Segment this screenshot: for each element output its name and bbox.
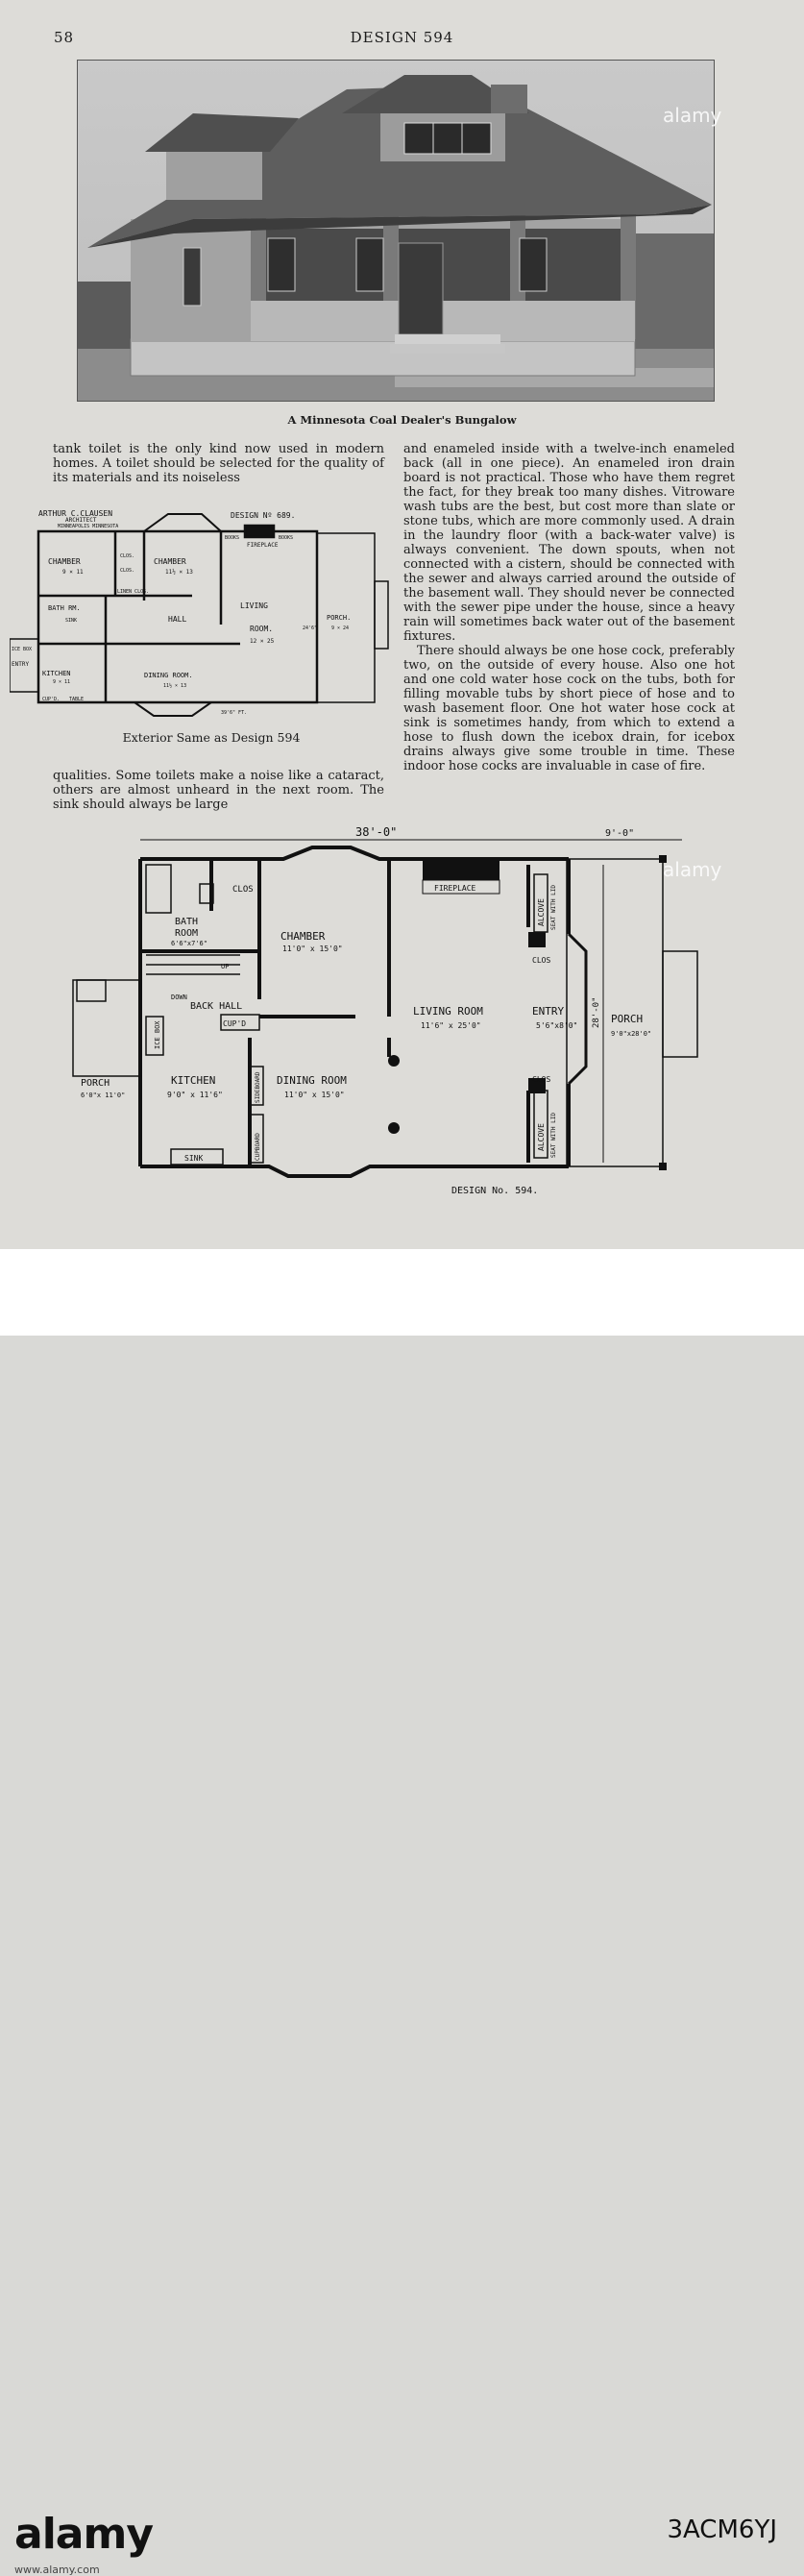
- small-chamber-2-size: 11½ × 13: [165, 569, 193, 576]
- back-hall-label: BACK HALL: [190, 1001, 243, 1012]
- chamber-label: CHAMBER: [280, 930, 326, 943]
- sink-label: SINK: [184, 1154, 204, 1163]
- small-chamber-1-size: 9 × 11: [62, 569, 84, 576]
- porch-left-label: PORCH: [81, 1078, 110, 1089]
- architect-title: ARCHITECT: [65, 517, 97, 524]
- small-floor-plan: [10, 504, 394, 721]
- architect-city: MINNEAPOLIS MINNESOTA: [58, 524, 119, 529]
- footer-url: www.alamy.com: [14, 2564, 100, 2576]
- kitchen-label: KITCHEN: [171, 1074, 216, 1087]
- alamy-logo: alamy: [14, 2510, 153, 2559]
- porch-width-dimension: 9'-0": [605, 828, 635, 839]
- small-side-dimension: 24'6": [303, 626, 318, 631]
- icebox-label: ICE BOX: [154, 1020, 161, 1049]
- architect-name: ARTHUR C.CLAUSEN: [38, 509, 113, 518]
- small-porch: PORCH.: [327, 614, 352, 622]
- chamber-size: 11'0" x 15'0": [282, 945, 343, 953]
- porch-right-size: 9'0"x28'0": [611, 1030, 652, 1038]
- bungalow-illustration: [78, 61, 714, 401]
- clos-right-2: CLOS: [532, 1075, 551, 1084]
- porch-left-size: 6'0"x 11'0": [81, 1092, 126, 1099]
- sideboard-label: SIDEBOARD: [255, 1071, 261, 1103]
- small-fireplace: FIREPLACE: [247, 542, 279, 549]
- living-room-size: 11'6" x 25'0": [421, 1021, 481, 1030]
- page-number: 58: [54, 29, 75, 46]
- small-living-size: 12 × 25: [250, 638, 275, 645]
- image-id: 3ACM6YJ: [667, 2515, 777, 2544]
- small-width: 39'6" FT.: [221, 710, 248, 716]
- main-width-dimension: 38'-0": [355, 826, 398, 839]
- text-column-left-top: tank toilet is the only kind now used in modern homes. A toilet should be selected for the quality of its materials and its noiseless: [53, 442, 384, 485]
- watermark-alamy-2: alamy: [663, 858, 722, 881]
- small-living: LIVING: [240, 601, 268, 610]
- clos-right-1: CLOS: [532, 956, 551, 965]
- book-page: [0, 0, 804, 1249]
- small-chamber-1: CHAMBER: [48, 557, 81, 566]
- small-dining-size: 11½ × 13: [163, 683, 187, 689]
- alcove-label-1: ALCOVE: [537, 898, 546, 926]
- small-chamber-2: CHAMBER: [154, 557, 186, 566]
- small-hall: HALL: [168, 615, 187, 624]
- watermark-alamy-1: alamy: [663, 104, 722, 127]
- small-cupd: CUP'D.: [42, 697, 61, 702]
- entry-size: 5'6"x8'0": [536, 1021, 578, 1030]
- small-bath: BATH RM.: [48, 604, 81, 612]
- stock-footer: [0, 1249, 804, 2576]
- small-clos-1: CLOS.: [120, 553, 135, 559]
- main-design-number: DESIGN No. 594.: [451, 1186, 539, 1196]
- paragraph-hose-cocks: There should always be one hose cock, preferably two, on the outside of every house. Also one hot and one cold water hose cock on the tubs, both for filling movable tubs by short piece of hose and to wash basement floor. One hot water hose cock at sink is sometimes handy, from which to extend a hose to flush down the icebox drain, for icebox drains always give some trouble in time. These indoor hose cocks are invaluable in case of fire.: [403, 644, 735, 773]
- bath-label: BATH: [175, 917, 199, 927]
- photo-caption: A Minnesota Coal Dealer's Bungalow: [287, 413, 517, 427]
- living-room-label: LIVING ROOM: [413, 1005, 483, 1018]
- books-right: BOOKS: [279, 535, 294, 541]
- dining-room-label: DINING ROOM: [277, 1074, 347, 1087]
- small-icebox: ICE BOX: [12, 647, 33, 652]
- seat-label-1: SEAT WITH LID: [550, 885, 557, 930]
- kitchen-size: 9'0" x 11'6": [167, 1091, 223, 1099]
- entry-label: ENTRY: [532, 1005, 565, 1018]
- small-living-2: ROOM.: [250, 625, 274, 633]
- text-column-left-bottom: qualities. Some toilets make a noise like a cataract, others are almost unheard in the next room. The sink should always be large: [53, 769, 384, 812]
- bungalow-photo: [77, 60, 715, 402]
- stair-up: UP: [221, 963, 230, 970]
- clos-top: CLOS: [232, 885, 254, 895]
- small-clos-2: CLOS.: [120, 568, 135, 574]
- small-dining: DINING ROOM.: [144, 672, 193, 679]
- cupd-label: CUP'D: [223, 1019, 247, 1028]
- cupboard-label: CUPBOARD: [255, 1133, 261, 1161]
- seat-label-2: SEAT WITH LID: [550, 1113, 557, 1158]
- dining-room-size: 11'0" x 15'0": [284, 1091, 345, 1099]
- page-header: [0, 29, 804, 52]
- bath-size: 6'6"x7'6": [171, 940, 207, 947]
- footer-info: [14, 2564, 100, 2576]
- small-design-number: DESIGN Nº 689.: [231, 511, 296, 520]
- stair-down: DOWN: [171, 994, 187, 1001]
- small-kitchen-size: 9 × 11: [53, 679, 71, 685]
- small-plan-caption: Exterior Same as Design 594: [122, 730, 301, 745]
- design-title: DESIGN 594: [350, 29, 454, 46]
- small-porch-size: 9 × 24: [331, 626, 350, 631]
- depth-dimension: 28'-0": [592, 996, 601, 1028]
- small-linen: LINEN CLOS.: [117, 589, 150, 595]
- main-fireplace: FIREPLACE: [434, 884, 476, 893]
- alcove-label-2: ALCOVE: [537, 1123, 546, 1151]
- main-floor-plan: [67, 826, 740, 1201]
- porch-right-label: PORCH: [611, 1013, 644, 1025]
- paragraph-drains: and enameled inside with a twelve-inch enameled back (all in one piece). An enameled iron drain board is not practical. Those who have them regret the fact, for they break too many dishes. Vitroware wash tubs are the best, but cost more than slate or stone tubs, which are more commonly used. A drain in the laundry floor (with a back-water valve) is always convenient. The down spouts, when not connected with a cistern, should be connected with the sewer and always carried around the outside of the basement wall. They should never be connected with the sewer pipe under the house, since a heavy rain will sometimes back water out of the basement fixtures.: [403, 442, 735, 644]
- books-left: BOOKS: [225, 535, 240, 541]
- text-column-right: [403, 442, 735, 773]
- small-kitchen: KITCHEN: [42, 670, 71, 677]
- bath-label-2: ROOM: [175, 928, 199, 939]
- small-table: TABLE: [69, 697, 85, 702]
- small-entry: ENTRY: [12, 661, 30, 668]
- small-sink: SINK: [65, 618, 78, 624]
